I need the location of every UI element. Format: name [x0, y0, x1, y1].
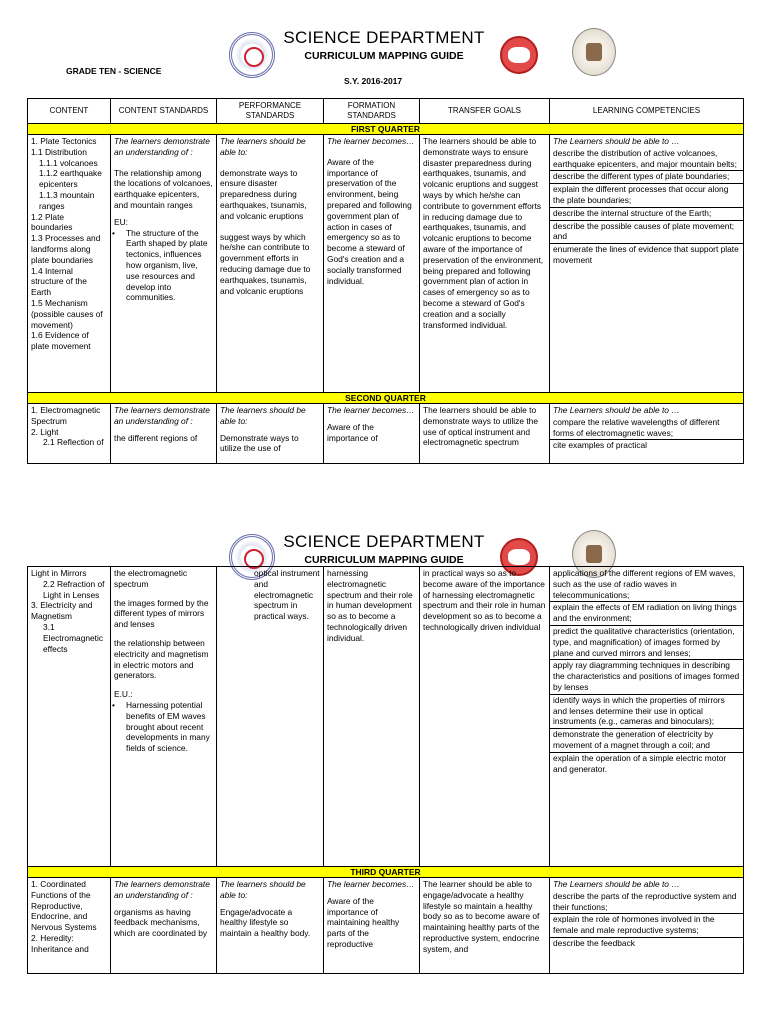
department-title: SCIENCE DEPARTMENT [283, 28, 485, 47]
content-standards-cell: The learners demonstrate an understanding of : The relationship among the locations of volcanoes, earthquake epicenters, and mountain ranges EU: • The structure of the Earth shaped by plate tectonics, influences how organism, live, use resources and develop into communities. [111, 135, 217, 393]
table-row [28, 404, 744, 464]
quarter-row-third [28, 867, 744, 878]
performance-standards-cell: optical instrument and electromagnetic spectrum in practical ways. [217, 567, 324, 867]
grade-label: GRADE TEN - SCIENCE [66, 66, 162, 76]
content-standards-cell: The learners demonstrate an understanding of : organisms as having feedback mechanisms, which are coordinated by [111, 878, 217, 974]
content-cell: 1. Electromagnetic Spectrum 2. Light 2.1 Reflection of [28, 404, 111, 464]
department-title: SCIENCE DEPARTMENT [283, 532, 485, 551]
quarter-label: THIRD QUARTER [28, 867, 744, 878]
quarter-row-first [28, 124, 744, 135]
content-standards-cell: the electromagnetic spectrum the images formed by the different types of mirrors and lenses the relationship between electricity and magnetism in electric motors and generators. E.U.: • Harnessing potential benefits of EM waves brought about recent developments in many fields of science. [111, 567, 217, 867]
transfer-goals-cell: The learner should be able to engage/advocate a healthy lifestyle so maintain a healthy body so as to become aware of maintaining healthy parts of the reproductive system, endocrine system, and [420, 878, 550, 974]
content-cell: 1. Plate Tectonics 1.1 Distribution 1.1.1 volcanoes 1.1.2 earthquake epicenters 1.1.3 mountain ranges 1.2 Plate boundaries 1.3 Processes and landforms along plate boundaries 1.4 Internal structure of the Earth 1.5 Mechanism (possible causes of movement) 1.6 Evidence of plate movement [28, 135, 111, 393]
column-header-row [28, 99, 744, 124]
formation-standards-cell: The learner becomes… Aware of the importance of [324, 404, 420, 464]
table-row [28, 567, 744, 867]
quarter-label: FIRST QUARTER [28, 124, 744, 135]
quarter-label: SECOND QUARTER [28, 393, 744, 404]
col-header-transfer-goals: TRANSFER GOALS [420, 99, 550, 124]
transfer-goals-cell: The learners should be able to demonstrate ways to ensure disaster preparedness during earthquakes, tsunamis, and volcanic eruptions and suggest ways by which he/she can contribute to government efforts in reducing damage due to earthquakes, tsunamis, and volcanic eruptions to become aware of the importance of preservation of the environment, being prepared and following government plan of action in cases of emergency so as to become a steward of God's creation and a socially transformed individual. [420, 135, 550, 393]
guide-title: CURRICULUM MAPPING GUIDE [304, 50, 464, 62]
page-1 [0, 0, 768, 490]
content-standards-cell: The learners demonstrate an understanding of : the different regions of [111, 404, 217, 464]
col-header-performance-standards: PERFORMANCE STANDARDS [217, 99, 324, 124]
learning-competencies-cell: applications of the different regions of EM waves, such as the use of radio waves in telecommunications; explain the effects of EM radiation on living things and the environment; predict the qualitative characteristics (orientation, type, and magnification) of images formed by plane and curved mirrors and lenses; apply ray diagramming techniques in describing the characteristics and positions of images formed by lenses identify ways in which the properties of mirrors and lenses determine their use in optical instruments (e.g., cameras and binoculars); demonstrate the generation of electricity by movement of a magnet through a coil; and explain the operation of a simple electric motor and generator. [550, 567, 744, 867]
content-cell: Light in Mirrors 2.2 Refraction of Light in Lenses 3. Electricity and Magnetism 3.1 Electromagnetic effects [28, 567, 111, 867]
formation-standards-cell: harnessing electromagnetic spectrum and their role in human development so as to become a technologically driven individual. [324, 567, 420, 867]
curriculum-table-page-1 [27, 98, 744, 464]
school-year-label: S.Y. 2016-2017 [344, 76, 403, 86]
guide-title: CURRICULUM MAPPING GUIDE [304, 554, 464, 566]
transfer-goals-cell: The learners should be able to demonstrate ways to utilize the use of optical instrument and electromagnetic spectrum [420, 404, 550, 464]
col-header-content: CONTENT [28, 99, 111, 124]
col-header-formation-standards: FORMATION STANDARDS [324, 99, 420, 124]
learning-competencies-cell: The Learners should be able to … describe the distribution of active volcanoes, earthquake epicenters, and major mountain belts; describe the different types of plate boundaries; explain the different processes that occur along the plate boundaries; describe the internal structure of the Earth; describe the possible causes of plate movement; and enumerate the lines of evidence that support plate movement [550, 135, 744, 393]
quarter-row-second [28, 393, 744, 404]
learning-competencies-cell: The Learners should be able to … describe the parts of the reproductive system and their functions; explain the role of hormones involved in the female and male reproductive systems; describe the feedback [550, 878, 744, 974]
page-header [0, 0, 768, 60]
col-header-content-standards: CONTENT STANDARDS [111, 99, 217, 124]
content-cell: 1. Coordinated Functions of the Reproductive, Endocrine, and Nervous Systems 2. Heredity: Inheritance and [28, 878, 111, 974]
formation-standards-cell: The learner becomes… Aware of the importance of preservation of the environment, being prepared and following government plan of action in cases of emergency so as to become a steward of God's creation and a socially transformed individual. [324, 135, 420, 393]
learning-competencies-cell: The Learners should be able to … compare the relative wavelengths of different forms of electromagnetic waves; cite examples of practical [550, 404, 744, 464]
col-header-learning-competencies: LEARNING COMPETENCIES [550, 99, 744, 124]
formation-standards-cell: The learner becomes… Aware of the importance of maintaining healthy parts of the reproductive [324, 878, 420, 974]
performance-standards-cell: The learners should be able to: demonstrate ways to ensure disaster preparedness during earthquakes, tsunamis, and volcanic eruptions suggest ways by which he/she can contribute to government efforts in reducing damage due to earthquakes, tsunamis, and volcanic eruptions [217, 135, 324, 393]
transfer-goals-cell: in practical ways so as to become aware of the importance of harnessing electromagnetic spectrum and their role in human development so as to become a technologically driven individual [420, 567, 550, 867]
performance-standards-cell: The learners should be able to: Demonstrate ways to utilize the use of [217, 404, 324, 464]
table-row [28, 878, 744, 974]
page-2 [0, 528, 768, 1024]
performance-standards-cell: The learners should be able to: Engage/advocate a healthy lifestyle so maintain a healthy body. [217, 878, 324, 974]
table-row [28, 135, 744, 393]
curriculum-table-page-2 [27, 566, 744, 974]
